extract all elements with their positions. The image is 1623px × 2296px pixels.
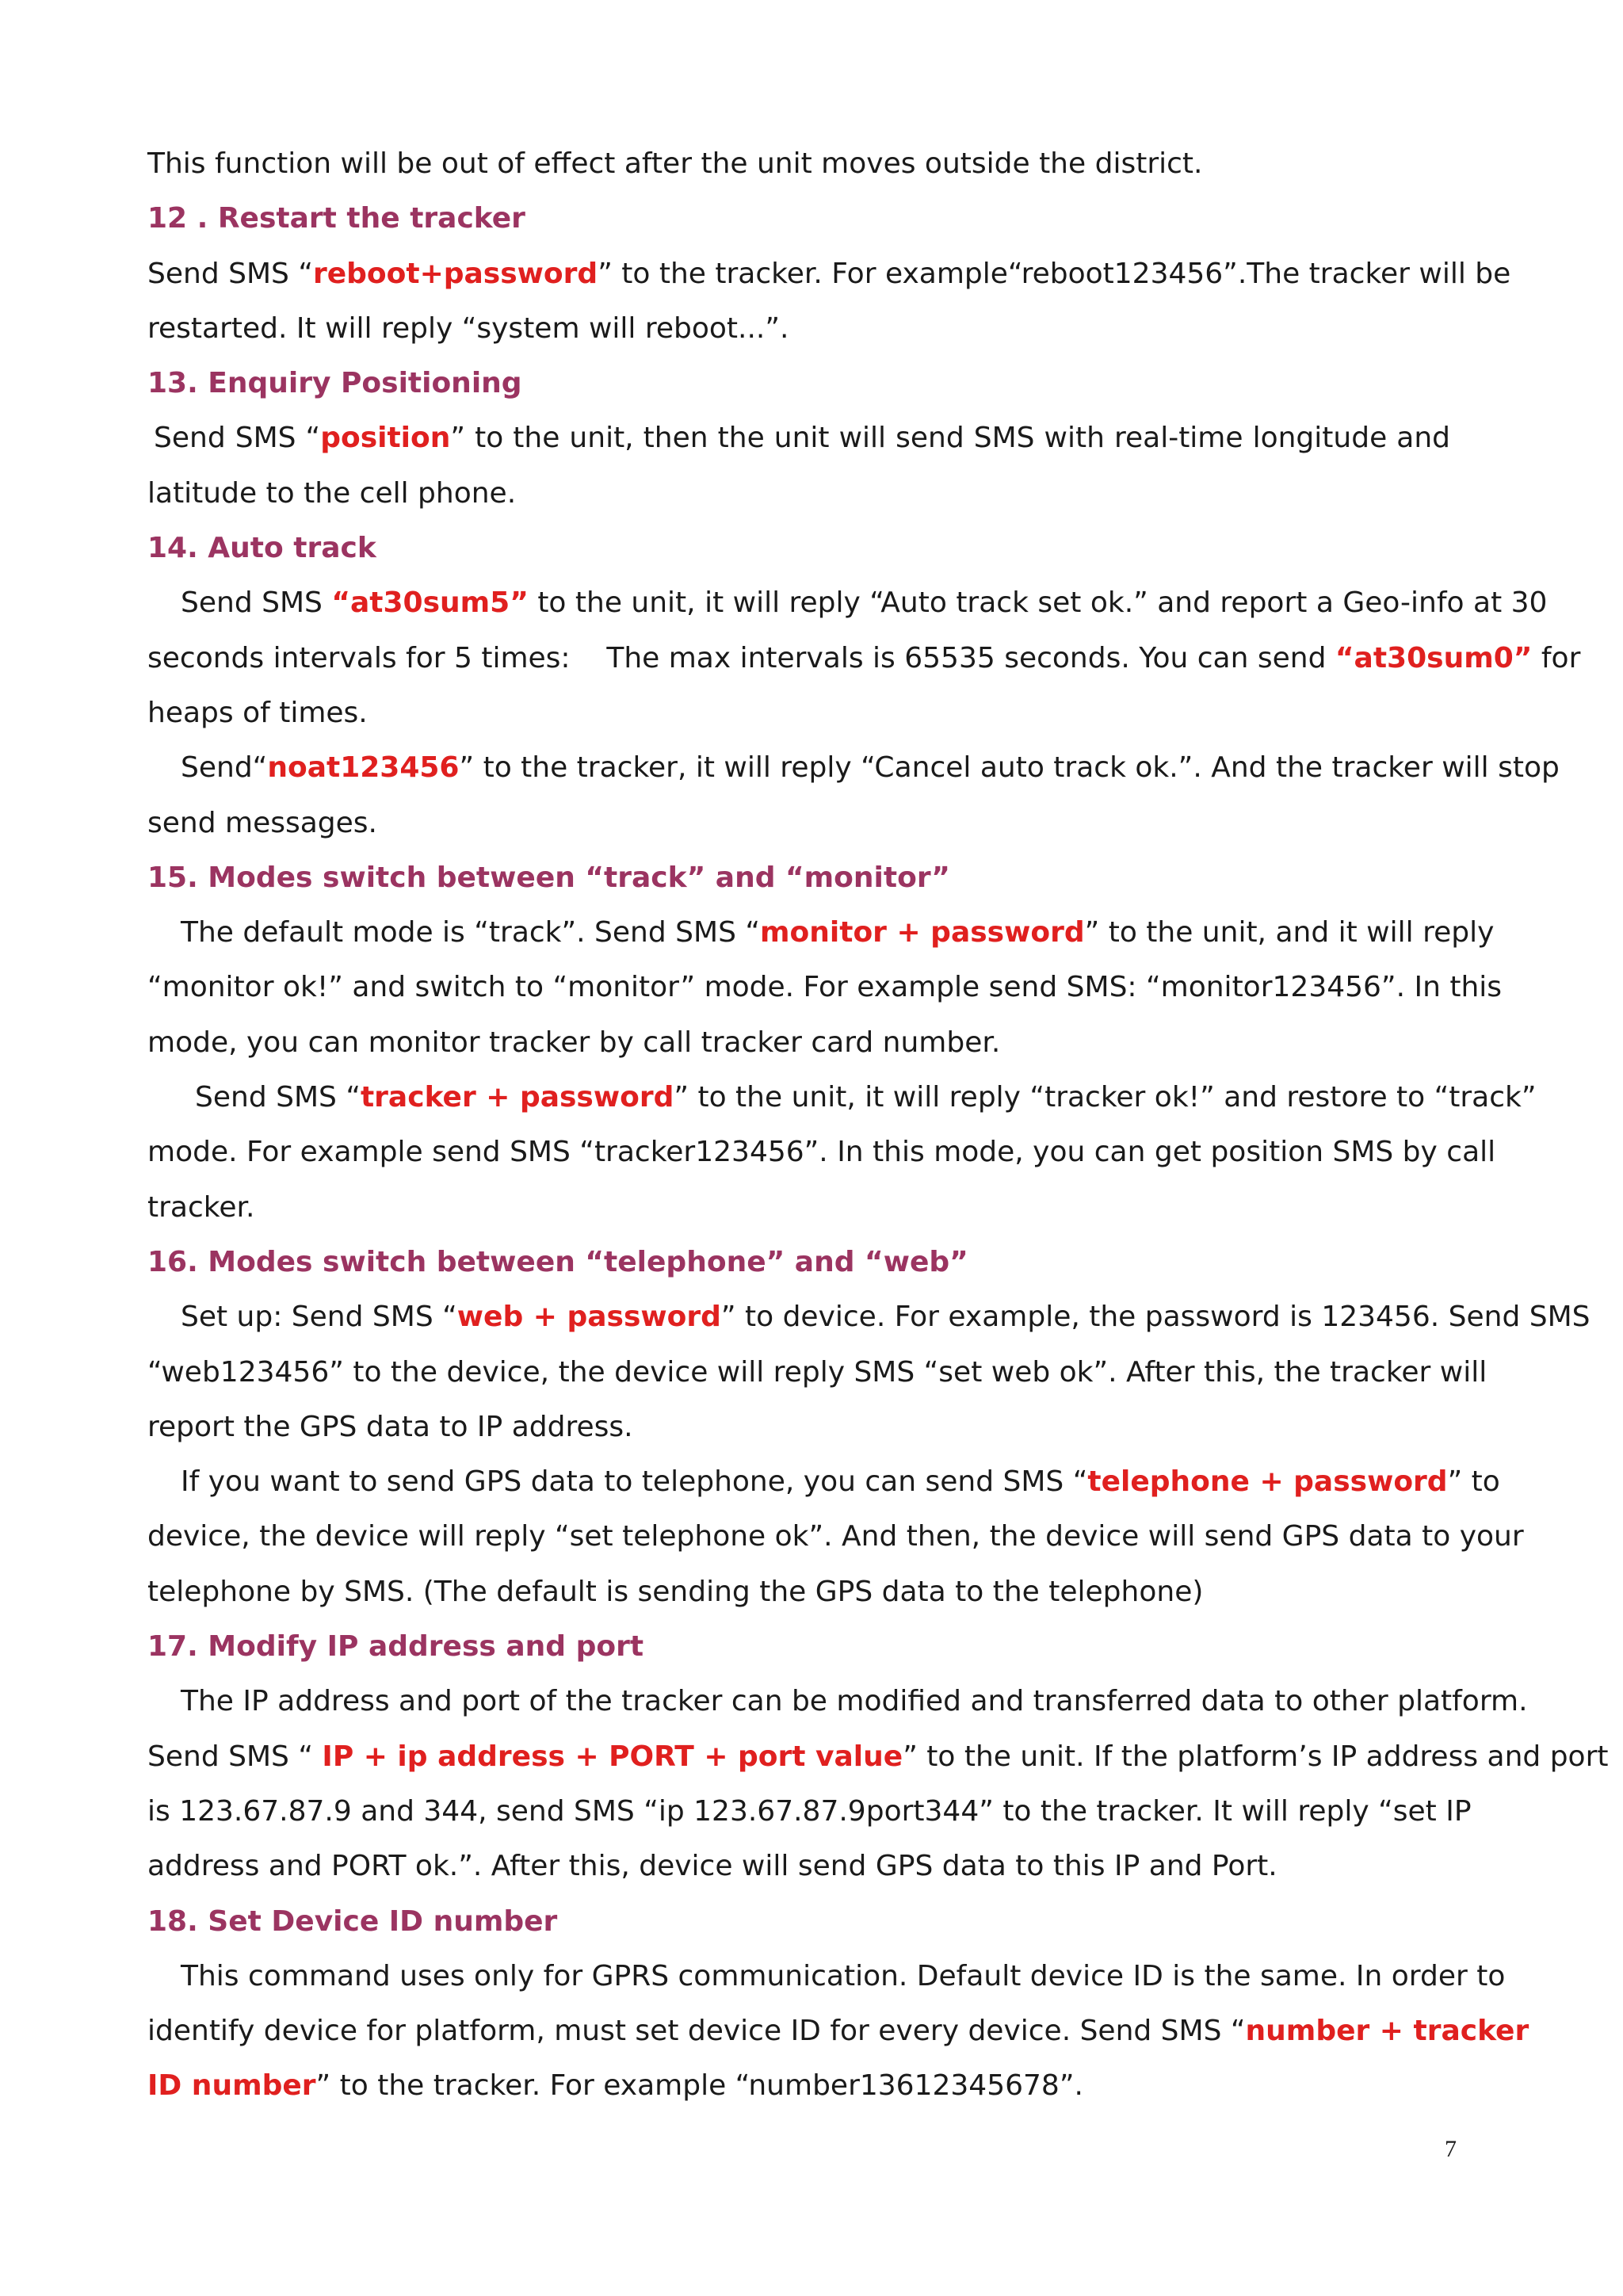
command-id-number: ID number <box>147 2069 316 2103</box>
text-run: ” to the unit, it will reply “tracker ok!” and restore to “track” <box>674 1081 1537 1114</box>
body-line: mode, you can monitor tracker by call tracker card number. <box>147 1026 1001 1059</box>
body-line <box>147 740 1560 795</box>
heading-track-monitor: 15. Modes switch between “track” and “monitor” <box>147 861 950 894</box>
command-position: position <box>320 422 451 455</box>
body-line <box>147 2004 1529 2058</box>
command-number-tracker: number + tracker <box>1245 2015 1529 2048</box>
body-line <box>147 2058 1450 2113</box>
body-line: restarted. It will reply “system will reboot...”. <box>147 311 789 345</box>
text-run: Send SMS “ <box>195 1081 361 1114</box>
text-run: Send SMS “ <box>154 422 321 455</box>
body-line: The IP address and port of the tracker can be modified and transferred data to other platform. <box>181 1685 1528 1718</box>
body-line <box>147 575 1548 630</box>
body-line: “monitor ok!” and switch to “monitor” mode. For example send SMS: “monitor123456”. In this <box>147 971 1503 1004</box>
body-line <box>147 1070 1537 1125</box>
heading-enquiry-positioning: 13. Enquiry Positioning <box>147 367 522 400</box>
body-line: This command uses only for GPRS communication. Default device ID is the same. In order to <box>181 1959 1506 1992</box>
command-monitor: monitor + password <box>760 916 1085 949</box>
body-line: address and PORT ok.”. After this, device will send GPS data to this IP and Port. <box>147 1850 1277 1883</box>
text-run: ” to the unit. If the platform’s IP address and port <box>903 1740 1609 1773</box>
body-line <box>147 1289 1591 1344</box>
text-run: ” to the tracker. For example“reboot123456”.The tracker will be <box>598 257 1511 290</box>
text-run: to the unit, it will reply “Auto track set ok.” and report a Geo-info at 30 <box>528 586 1548 620</box>
text-run: Send SMS <box>181 586 332 620</box>
body-line <box>147 1729 1609 1784</box>
command-reboot: reboot+password <box>312 257 598 290</box>
page-number: 7 <box>1445 2136 1457 2162</box>
text-run: identify device for platform, must set device ID for every device. Send SMS “ <box>147 2015 1246 2048</box>
text-run: ” to the unit, then the unit will send SMS with real-time longitude and <box>450 422 1450 455</box>
body-line <box>147 246 1511 301</box>
command-tracker: tracker + password <box>360 1081 674 1114</box>
command-at30sum5: “at30sum5” <box>331 586 529 620</box>
heading-auto-track: 14. Auto track <box>147 532 376 565</box>
body-line: tracker. <box>147 1190 255 1224</box>
document-body <box>147 136 1609 2114</box>
text-run: ” to the tracker. For example “number13612345678”. <box>315 2069 1083 2103</box>
body-line: latitude to the cell phone. <box>147 476 517 510</box>
text-run: ” to the unit, and it will reply <box>1084 916 1495 949</box>
body-line: “web123456” to the device, the device will reply SMS “set web ok”. After this, the tracker will <box>147 1355 1487 1389</box>
text-run: for <box>1532 641 1581 674</box>
body-line: report the GPS data to IP address. <box>147 1410 633 1443</box>
body-line <box>147 411 1450 465</box>
body-line: heaps of times. <box>147 696 368 729</box>
body-line: is 123.67.87.9 and 344, send SMS “ip 123.67.87.9port344” to the tracker. It will reply “set IP <box>147 1794 1472 1828</box>
heading-modify-ip: 17. Modify IP address and port <box>147 1630 644 1664</box>
body-line: mode. For example send SMS “tracker123456”. In this mode, you can get position SMS by call <box>147 1136 1496 1169</box>
command-telephone: telephone + password <box>1087 1465 1448 1499</box>
command-at30sum0: “at30sum0” <box>1335 641 1533 674</box>
text-run: ” to the tracker, it will reply “Cancel auto track ok.”. And the tracker will stop <box>459 751 1560 785</box>
text-run: ” to device. For example, the password is 123456. Send SMS <box>720 1301 1591 1334</box>
body-line: send messages. <box>147 806 378 839</box>
heading-restart-tracker: 12 . Restart the tracker <box>147 202 525 235</box>
text-run: Send SMS “ <box>147 257 313 290</box>
command-ip-port: IP + ip address + PORT + port value <box>322 1740 903 1773</box>
body-line <box>147 631 1581 686</box>
body-line: device, the device will reply “set telephone ok”. And then, the device will send GPS data to your <box>147 1520 1524 1553</box>
text-run: The default mode is “track”. Send SMS “ <box>181 916 761 949</box>
command-noat: noat123456 <box>267 751 460 785</box>
heading-telephone-web: 16. Modes switch between “telephone” and “web” <box>147 1245 968 1278</box>
text-run: If you want to send GPS data to telephone, you can send SMS “ <box>181 1465 1088 1499</box>
command-web: web + password <box>456 1301 721 1334</box>
text-run: Set up: Send SMS “ <box>181 1301 457 1334</box>
text-run: Send SMS “ <box>147 1740 323 1773</box>
heading-set-device-id: 18. Set Device ID number <box>147 1904 558 1938</box>
body-line: This function will be out of effect after the unit moves outside the district. <box>147 147 1203 180</box>
body-line <box>147 905 1495 960</box>
body-line: telephone by SMS. (The default is sending the GPS data to the telephone) <box>147 1575 1204 1608</box>
body-line <box>147 1454 1500 1509</box>
text-run: seconds intervals for 5 times: The max intervals is 65535 seconds. You can send <box>147 641 1335 674</box>
text-run: Send“ <box>181 751 268 785</box>
text-run: ” to <box>1447 1465 1500 1499</box>
